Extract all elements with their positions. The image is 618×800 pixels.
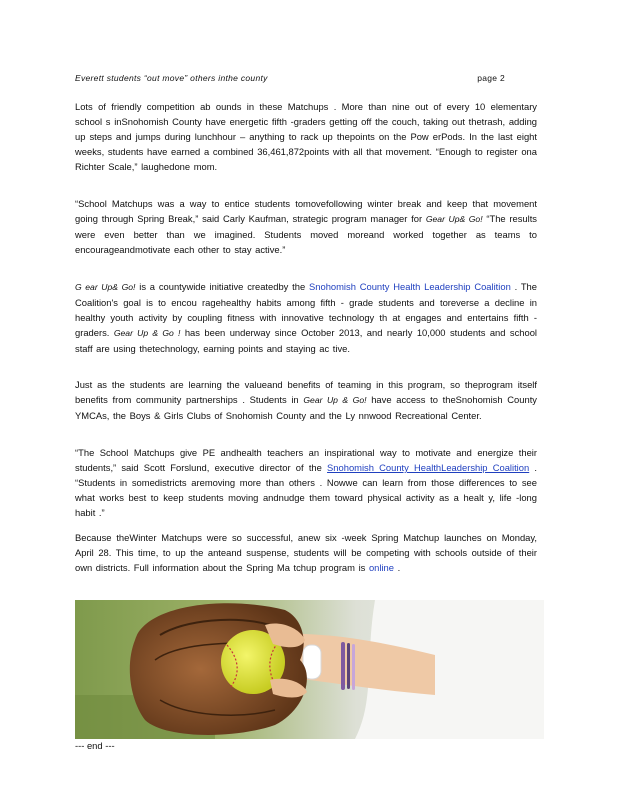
paragraph-kaufman-quote: “School Matchups was a way to entice students tomovefollowing winter break and keep that movement going through Spring Break,” said Carly Kaufman, strategic program manager for Gear Up& Go! “The results were even better than we imagined. Students moved moreand worked together as teams to encourageandmotivate each other to stay active.” (75, 198, 537, 255)
softball-glove-photo (75, 600, 544, 739)
paragraph-competition: Lots of friendly competition ab ounds in these Matchups . More than nine out of every 10 elementary school s inSnohomish County have energetic fifth -graders getting off the couch, taking out thetrash, adding up steps and jumps during lunchhour – anything to rack up thepoints on the Pow erPods. In the last eight weeks, students have earned a combined 36,461,872points with all that movement. “Enough to register ona Richter Scale,” laughedone mom. (75, 101, 537, 172)
program-name: Gear Up & Go! (303, 395, 367, 405)
program-name: Gear Up & Go ! (113, 328, 181, 338)
header-title: Everett students “out move” others inthe county (75, 73, 268, 83)
end-marker: --- end --- (75, 740, 115, 751)
program-name: G ear Up& Go! (75, 282, 136, 292)
program-name: Gear Up& Go! (425, 214, 483, 224)
paragraph-initiative: G ear Up& Go! is a countywide initiative createdby the Snohomish County Health Leadership Coalition . The Coalition's goal is to encou ragehealthy habits among fifth - grade students and toreverse a decline in healthy youth activity by coupling fitness with innovative technology th at engages and entertains fifth -graders. Gear Up & Go ! has been underway since October 2013, and nearly 10,000 students and school staff are using thetechnology, earning points and staying ac tive. (75, 281, 538, 354)
paragraph-spring-matchup: Because theWinter Matchups were so successful, anew six -week Spring Matchup launches on Monday, April 28. This time, to up the anteand suspense, students will be competing with schools outside of their own districts. Full information about the Spring Ma tchup program is online . (75, 532, 537, 573)
paragraph-forslund-quote: “The School Matchups give PE andhealth teachers an inspirational way to motivate and energize their students,” said Scott Forslund, executive director of the Snohomish County HealthLeadership Coalition . “Students in somedistricts aremoving more than others . Nowwe can learn from those differences to see what works best to keep students moving andnudge them toward physical activity as a healt y, life -long habit .” (75, 447, 537, 518)
page-header (75, 73, 505, 83)
paragraph-partnerships: Just as the students are learning the valueand benefits of teaming in this program, so theprogram itself benefits from community partnerships . Students in Gear Up & Go! have access to theSnohomish County YMCAs, the Boys & Girls Clubs of Snohomish County and the Ly nnwood Recreational Center. (75, 379, 537, 421)
page-number: page 2 (477, 73, 505, 83)
online-link[interactable]: online (368, 562, 394, 573)
coalition-link-underlined[interactable]: Snohomish County HealthLeadership Coalition (327, 462, 530, 473)
coalition-link[interactable]: Snohomish County Health Leadership Coalition (309, 281, 511, 292)
